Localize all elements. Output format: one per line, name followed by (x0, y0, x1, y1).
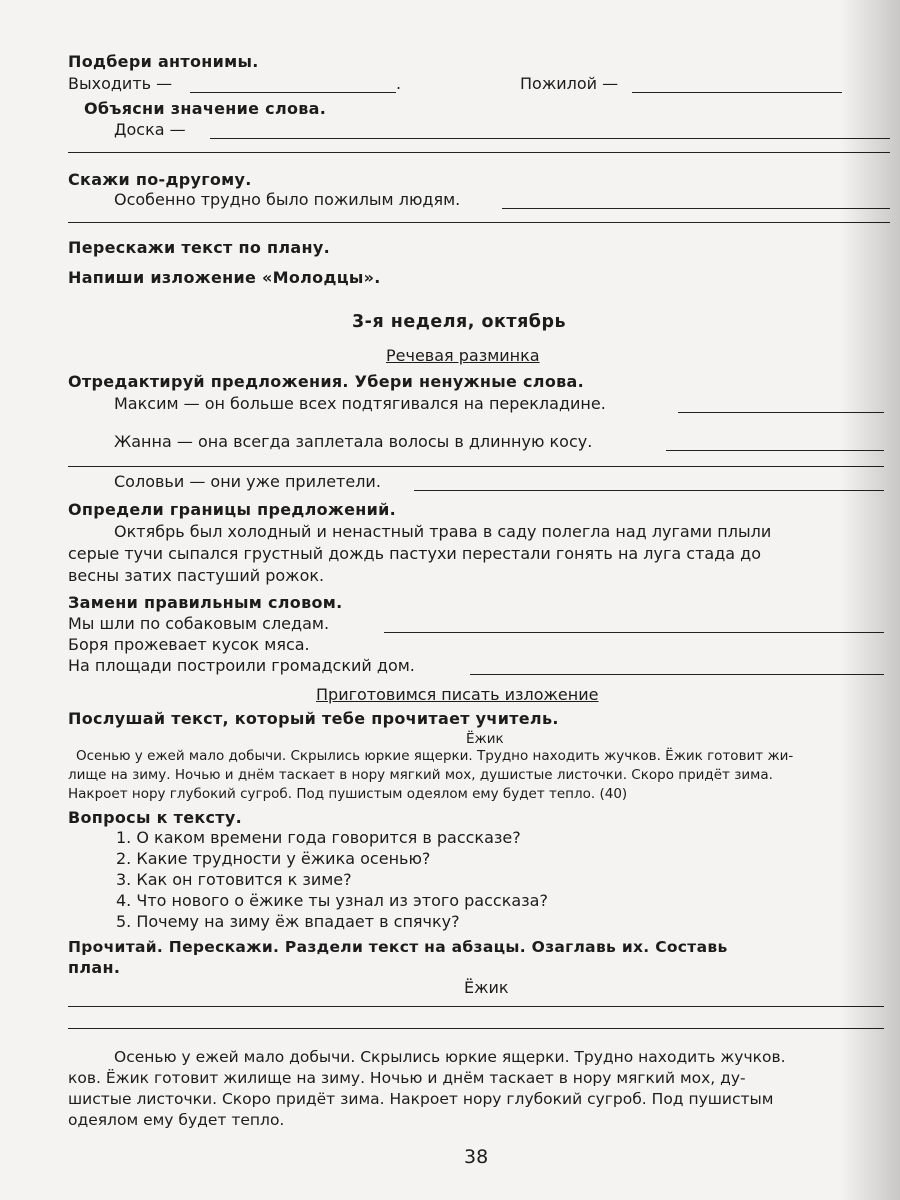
edit-heading: Отредактируй предложения. Убери ненужные слова. (68, 372, 585, 391)
answer-line[interactable] (414, 490, 884, 491)
rephrase-sentence: Особенно трудно было пожилым людям. (114, 190, 461, 209)
question-item: 5. Почему на зиму ёж впадает в спячку? (116, 912, 460, 931)
answer-line[interactable] (190, 92, 396, 93)
title-line[interactable] (68, 1006, 884, 1007)
question-item: 3. Как он готовится к зиме? (116, 870, 352, 889)
answer-line[interactable] (68, 466, 884, 467)
borders-text-line: серые тучи сыпался грустный дождь пастухи перестали гонять на луга стада до (68, 544, 762, 563)
replace-sentence: Мы шли по собаковым следам. (68, 614, 330, 633)
text2-line: ков. Ёжик готовит жилище на зиму. Ночью и днём таскает в нору мягкий мох, ду- (68, 1069, 746, 1087)
antonym-dot: . (396, 74, 402, 93)
text-line: Накроет нору глубокий сугроб. Под пушистым одеялом ему будет тепло. (40) (68, 786, 628, 802)
rephrase-heading: Скажи по-другому. (68, 170, 252, 189)
answer-line[interactable] (68, 222, 890, 223)
prep-subtitle: Приготовимся писать изложение (316, 685, 599, 704)
meaning-word: Доска — (114, 120, 186, 139)
antonym-word-1: Выходить — (68, 74, 173, 93)
question-item: 1. О каком времени года говорится в рассказе? (116, 828, 521, 847)
retell-heading: Перескажи текст по плану. (68, 238, 330, 257)
text-title: Ёжик (466, 731, 504, 747)
answer-line[interactable] (384, 632, 884, 633)
meaning-heading: Объясни значение слова. (84, 99, 327, 118)
borders-text-line: Октябрь был холодный и ненастный трава в саду полегла над лугами плыли (114, 522, 772, 541)
title-line[interactable] (68, 1028, 884, 1029)
text2-line: шистые листочки. Скоро придёт зима. Накроет нору глубокий сугроб. Под пушистым (68, 1090, 774, 1108)
questions-heading: Вопросы к тексту. (68, 808, 242, 827)
borders-heading: Определи границы предложений. (68, 500, 397, 519)
question-item: 4. Что нового о ёжике ты узнал из этого рассказа? (116, 891, 548, 910)
listen-heading: Послушай текст, который тебе прочитает учитель. (68, 709, 559, 728)
answer-line[interactable] (632, 92, 842, 93)
edit-sentence: Соловьи — они уже прилетели. (114, 472, 381, 491)
write-heading: Напиши изложение «Молодцы». (68, 268, 381, 287)
question-item: 2. Какие трудности у ёжика осенью? (116, 849, 431, 868)
text2-title: Ёжик (464, 978, 509, 997)
warmup-subtitle: Речевая разминка (386, 346, 540, 365)
text-line: лище на зиму. Ночью и днём таскает в нору мягкий мох, душистые листочки. Скоро придёт зима. (68, 767, 773, 783)
borders-text-line: весны затих пастуший рожок. (68, 566, 325, 585)
answer-line[interactable] (210, 138, 890, 139)
binding-shadow (840, 0, 900, 1200)
antonyms-heading: Подбери антонимы. (68, 52, 259, 71)
replace-sentence: Боря прожевает кусок мяса. (68, 635, 310, 654)
edit-sentence: Жанна — она всегда заплетала волосы в длинную косу. (114, 432, 593, 451)
replace-heading: Замени правильным словом. (68, 593, 343, 612)
page-number: 38 (464, 1146, 489, 1168)
answer-line[interactable] (502, 208, 890, 209)
task-heading: Прочитай. Перескажи. Раздели текст на абзацы. Озаглавь их. Составь (68, 938, 728, 956)
text2-line: Осенью у ежей мало добычи. Скрылись юркие ящерки. Трудно находить жучков. (114, 1048, 786, 1066)
text-line: Осенью у ежей мало добычи. Скрылись юркие ящерки. Трудно находить жучков. Ёжик готовит жи- (76, 748, 794, 764)
text2-line: одеялом ему будет тепло. (68, 1111, 285, 1129)
antonym-word-2: Пожилой — (520, 74, 619, 93)
week-title: 3-я неделя, октябрь (352, 312, 567, 332)
task-heading-cont: план. (68, 958, 121, 977)
replace-sentence: На площади построили громадский дом. (68, 656, 415, 675)
answer-line[interactable] (68, 152, 890, 153)
answer-line[interactable] (470, 674, 884, 675)
edit-sentence: Максим — он больше всех подтягивался на перекладине. (114, 394, 606, 413)
